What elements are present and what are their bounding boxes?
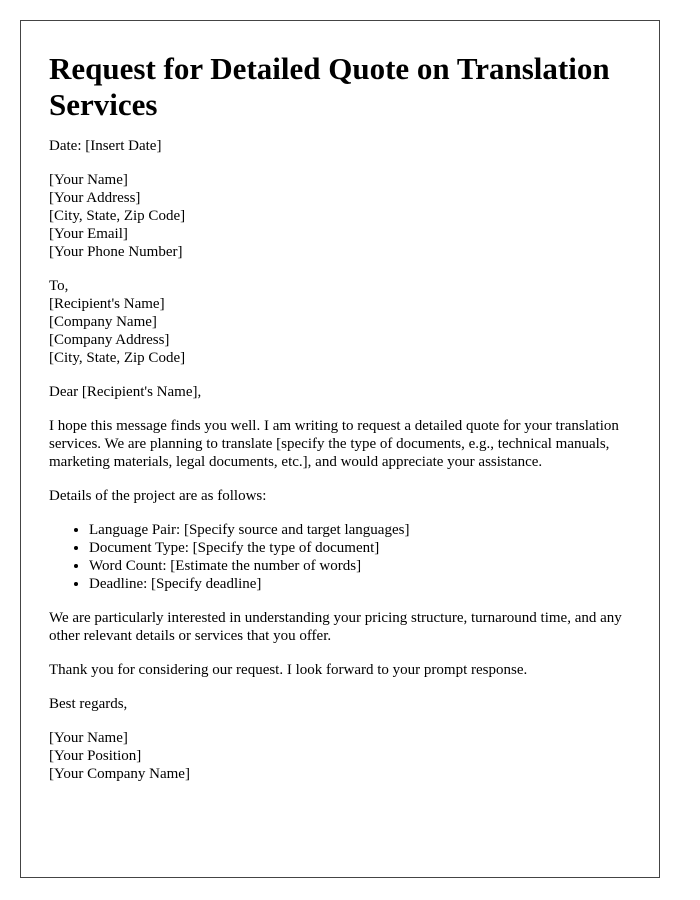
- recipient-company-address: [Company Address]: [49, 332, 170, 348]
- letter-title: Request for Detailed Quote on Translation Services: [49, 51, 610, 122]
- recipient-to: To,: [49, 278, 69, 294]
- thanks-paragraph: Thank you for considering our request. I look forward to your prompt response.: [49, 662, 528, 678]
- detail-language-pair: • Language Pair: [Specify source and target languages]: [89, 521, 631, 539]
- sender-city-state-zip: [City, State, Zip Code]: [49, 208, 186, 224]
- letter-page: [20, 20, 660, 878]
- details-intro: Details of the project are as follows:: [49, 488, 267, 504]
- sender-address: [Your Address]: [49, 190, 141, 206]
- signature-name: [Your Name]: [49, 730, 128, 746]
- signature-block: [49, 729, 631, 783]
- detail-deadline: • Deadline: [Specify deadline]: [89, 575, 631, 593]
- recipient-city-state-zip: [City, State, Zip Code]: [49, 350, 186, 366]
- salutation: Dear [Recipient's Name],: [49, 384, 202, 400]
- signature-company: [Your Company Name]: [49, 766, 190, 782]
- sender-email: [Your Email]: [49, 226, 128, 242]
- date-line: Date: [Insert Date]: [49, 138, 162, 154]
- recipient-company: [Company Name]: [49, 314, 157, 330]
- detail-document-type: • Document Type: [Specify the type of document]: [89, 539, 631, 557]
- signature-position: [Your Position]: [49, 748, 142, 764]
- intro-paragraph: I hope this message finds you well. I am writing to request a detailed quote for your translation services. We are planning to translate [specify the type of documents, e.g., technical manuals, marketing materials, legal documents, etc.], and would appreciate your assistance.: [49, 418, 619, 470]
- interest-paragraph: We are particularly interested in understanding your pricing structure, turnaround time, and any other relevant details or services that you offer.: [49, 610, 622, 644]
- detail-word-count: • Word Count: [Estimate the number of words]: [89, 557, 631, 575]
- recipient-address-block: [49, 277, 631, 367]
- sender-name: [Your Name]: [49, 172, 128, 188]
- closing: Best regards,: [49, 696, 128, 712]
- recipient-name: [Recipient's Name]: [49, 296, 165, 312]
- sender-address-block: [49, 171, 631, 261]
- sender-phone: [Your Phone Number]: [49, 244, 183, 260]
- project-details-list: [49, 521, 631, 593]
